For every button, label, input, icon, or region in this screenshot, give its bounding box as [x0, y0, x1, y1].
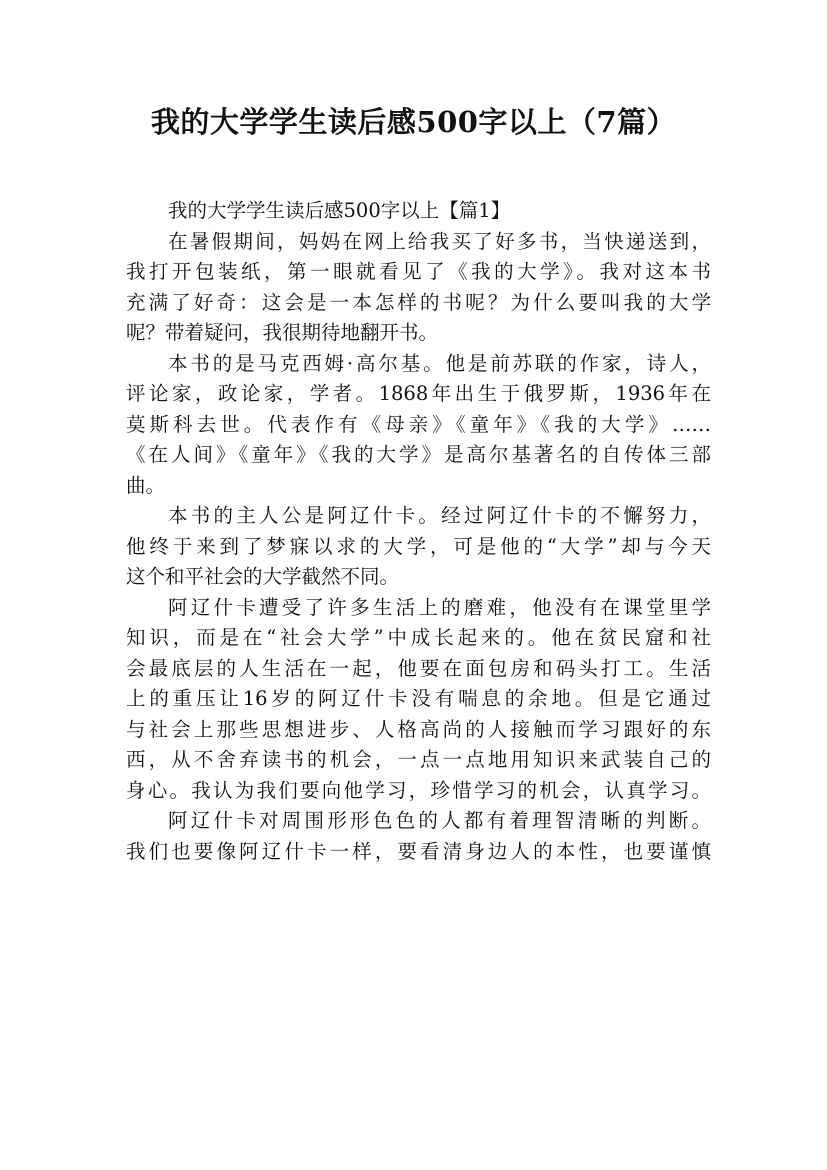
paragraph — [126, 501, 711, 593]
document-title: 我的大学学生读后感500字以上（7篇） — [150, 105, 677, 139]
paragraph — [126, 806, 711, 867]
text-line: 会最底层的人生活在一起，他要在面包房和码头打工。生活 — [126, 656, 711, 680]
text-line: 本书的是马克西姆·高尔基。他是前苏联的作家，诗人， — [168, 351, 711, 375]
text-line: 《在人间》《童年》《我的大学》是高尔基著名的自传体三部 — [126, 443, 711, 466]
text-line: 上的重压让16岁的阿辽什卡没有喘息的余地。但是它通过 — [126, 687, 711, 710]
text-line: 我打开包装纸，第一眼就看见了《我的大学》。我对这本书 — [126, 260, 711, 283]
text-line: 我们也要像阿辽什卡一样，要看清身边人的本性，也要谨慎 — [126, 839, 711, 863]
text-line: 在暑假期间，妈妈在网上给我买了好多书，当快递送到， — [168, 229, 711, 253]
text-line: 呢？带着疑问，我很期待地翻开书。 — [126, 321, 439, 344]
section-heading: 我的大学学生读后感500字以上【篇1】 — [168, 199, 511, 222]
text-line: 本书的主人公是阿辽什卡。经过阿辽什卡的不懈努力， — [168, 504, 711, 527]
document-body — [126, 196, 711, 867]
text-line: 这个和平社会的大学截然不同。 — [126, 565, 400, 588]
text-line: 曲。 — [126, 473, 166, 497]
text-line: 知识，而是在“社会大学”中成长起来的。他在贫民窟和社 — [126, 626, 711, 649]
text-line: 与社会上那些思想进步、人格高尚的人接触而学习跟好的东 — [126, 717, 711, 741]
paragraph — [126, 593, 711, 807]
text-line: 身心。我认为我们要向他学习，珍惜学习的机会，认真学习。 — [126, 778, 711, 802]
paragraph — [126, 349, 711, 502]
paragraph — [126, 227, 711, 349]
text-line: 莫斯科去世。代表作有《母亲》《童年》《我的大学》…… — [126, 412, 711, 436]
text-line: 西，从不舍弃读书的机会，一点一点地用知识来武装自己的 — [126, 748, 711, 771]
text-line: 阿辽什卡遭受了许多生活上的磨难，他没有在课堂里学 — [168, 595, 711, 619]
text-line: 阿辽什卡对周围形形色色的人都有着理智清晰的判断。 — [168, 809, 711, 832]
text-line: 充满了好奇：这会是一本怎样的书呢？为什么要叫我的大学 — [126, 290, 711, 314]
text-line: 他终于来到了梦寐以求的大学，可是他的“大学”却与今天 — [126, 534, 711, 558]
text-line: 评论家，政论家，学者。1868年出生于俄罗斯，1936年在 — [126, 382, 711, 405]
